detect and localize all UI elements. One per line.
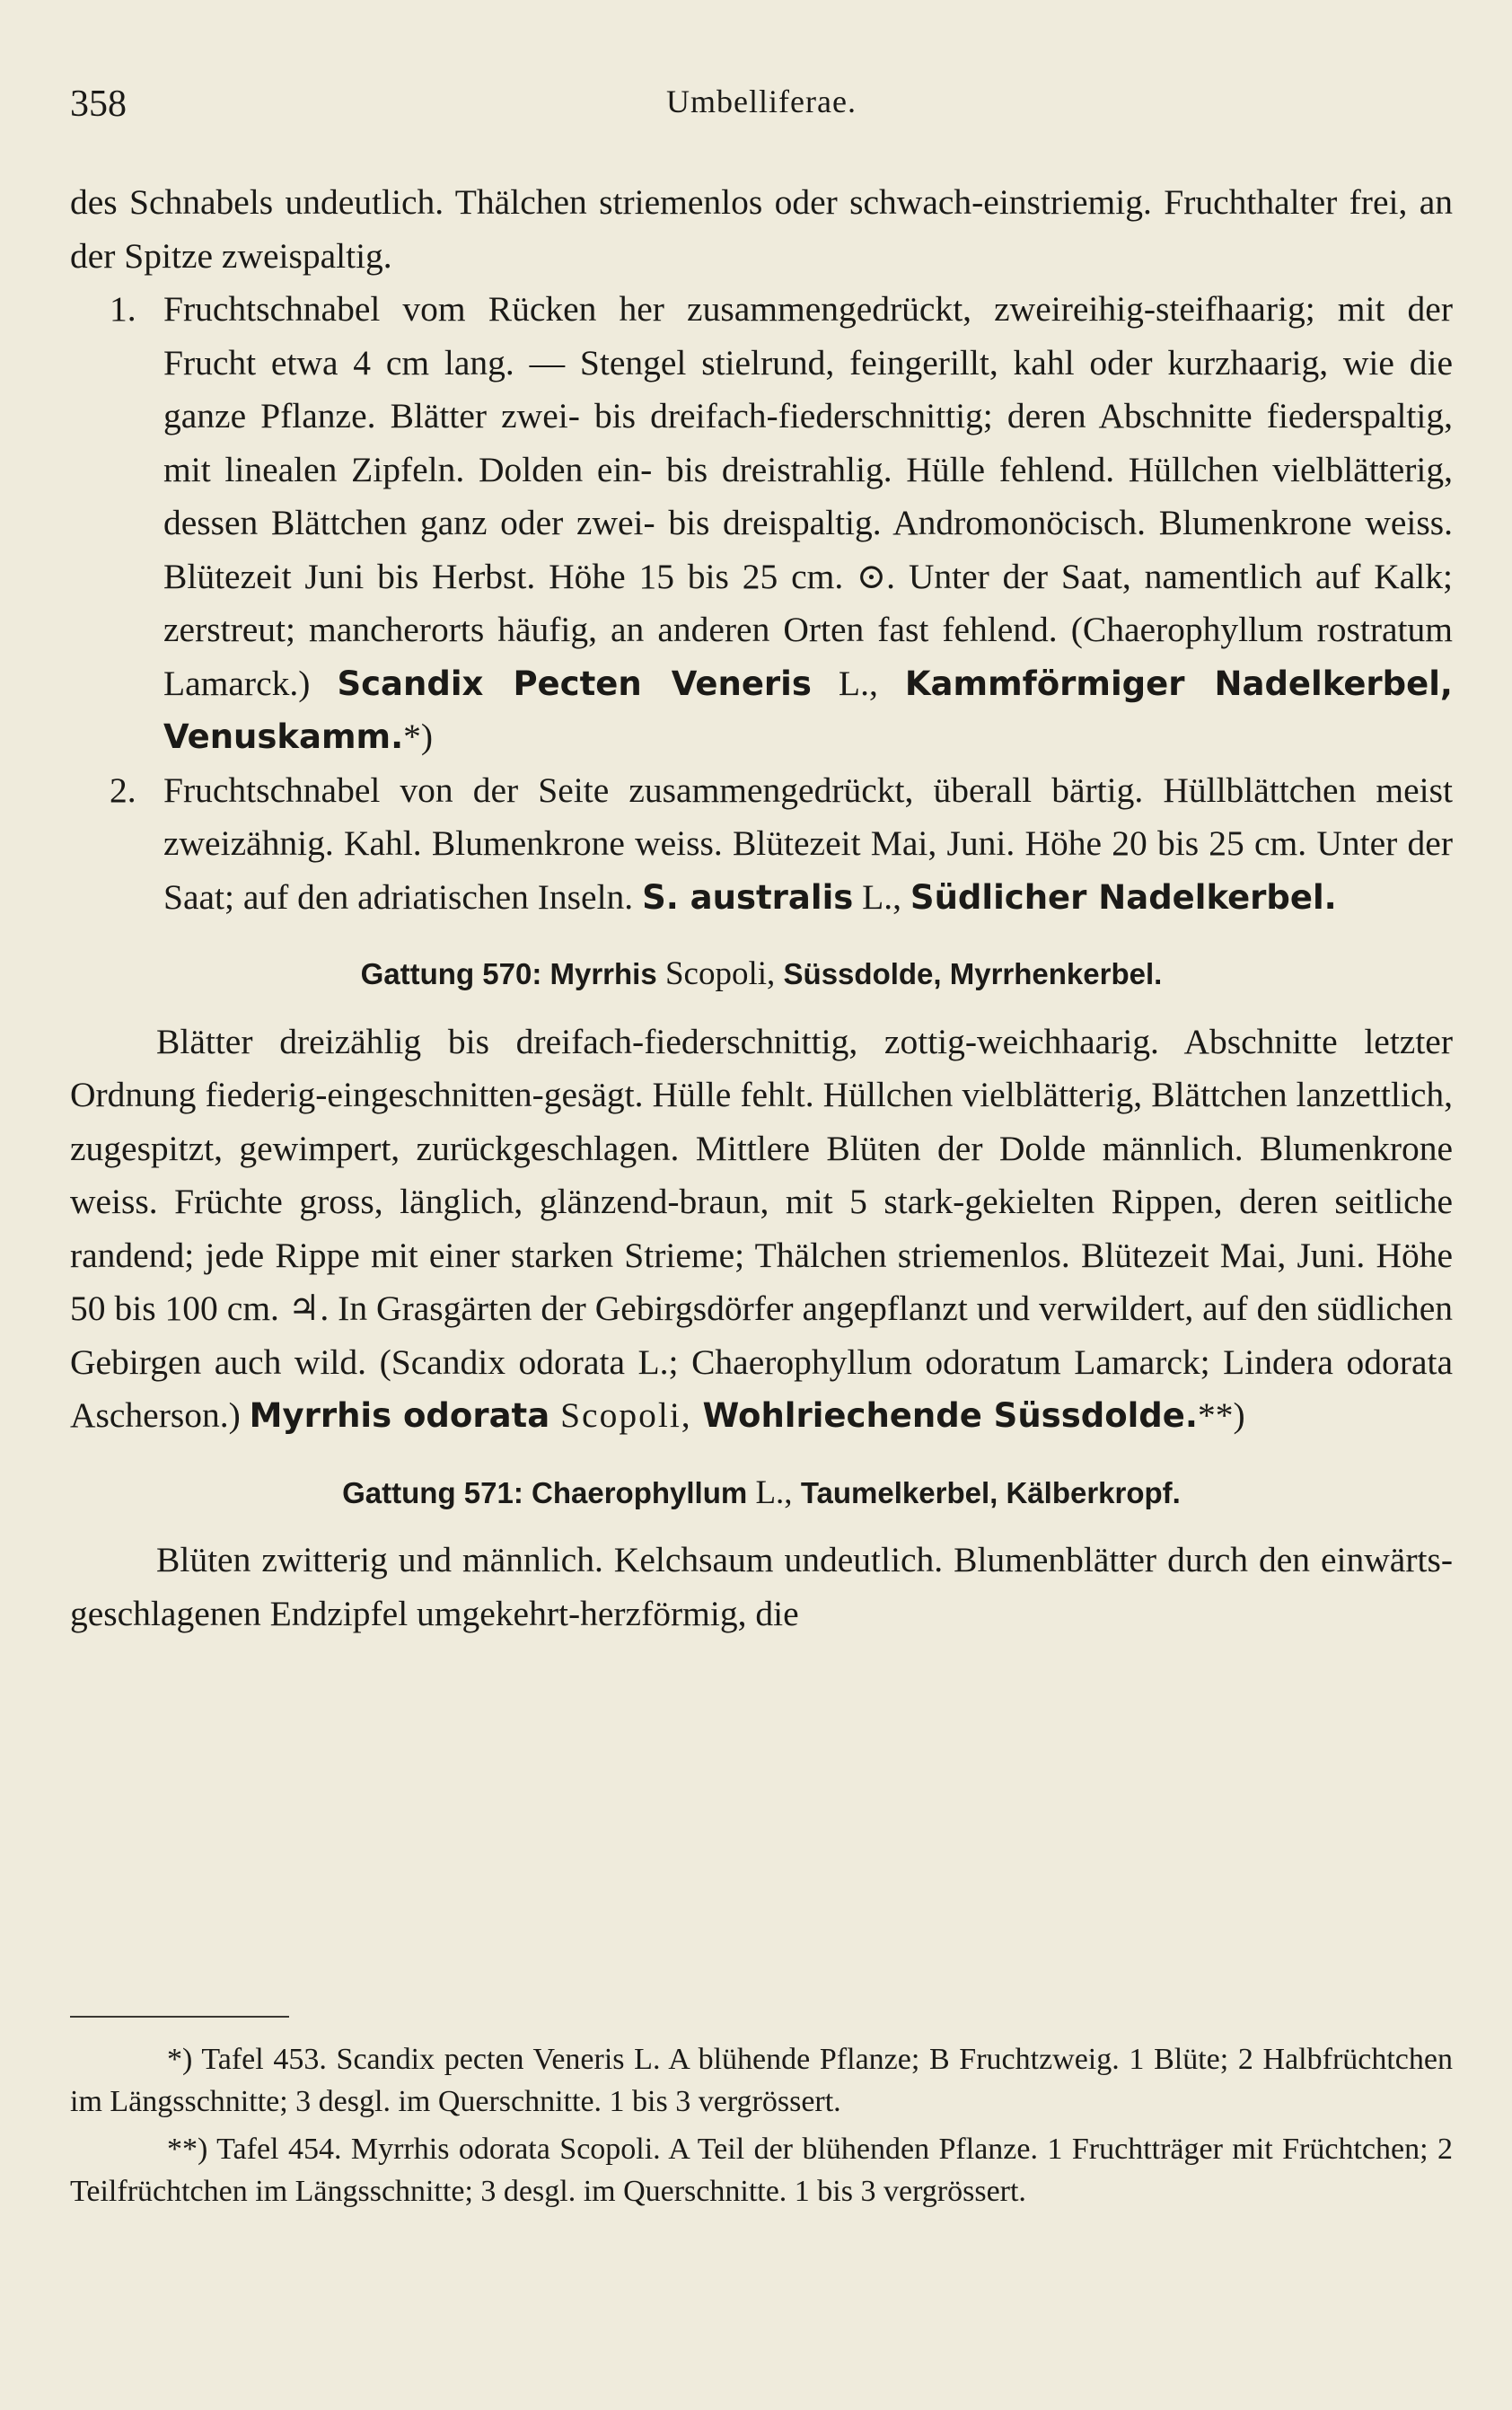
main-text <box>70 176 1453 1640</box>
genus-heading-570 <box>70 947 1453 1001</box>
key-item-1 <box>70 283 1453 764</box>
genus-common-name: Süssdolde, Myrrhenkerbel. <box>783 957 1163 990</box>
species-authority: L., <box>811 663 905 703</box>
genus-description-text: Blätter dreizählig bis dreifach-fiederschnittig, zottig-weichhaarig. Abschnitte letzter Ordnung fiederig-eingeschnitten-gesägt. Hülle fehlt. Hüllchen vielblätterig, Blättchen lanzettlich, zugespitzt, gewimpert, zurückgeschlagen. Mittlere Blüten der Dolde männlich. Blumenkrone weiss. Früchte gross, länglich, glänzend-braun, mit 5 stark-gekielten Rippen, deren seitliche randend; jede Rippe mit einer starken Strieme; Thälchen striemenlos. Blütezeit Mai, Juni. Höhe 50 bis 100 cm. ♃. In Grasgärten der Gebirgsdörfer angepflanzt und verwildert, auf den südlichen Gebirgen auch wild. (Scandix odorata L.; Chaerophyllum odoratum Lamarck; Lindera odorata Ascherson.) <box>70 1021 1453 1435</box>
genus-571-description: Blüten zwitterig und männlich. Kelchsaum undeutlich. Blumenblätter durch den einwärts-geschlagenen Endzipfel umgekehrt-herzförmig, die <box>70 1540 1453 1633</box>
species-common-name: Südlicher Nadelkerbel. <box>910 877 1337 917</box>
species-authority: Scopoli, <box>549 1395 703 1435</box>
genus-heading-571 <box>70 1466 1453 1520</box>
genus-author: L., <box>747 1473 801 1511</box>
key-item-number: 2. <box>110 770 136 810</box>
genus-common-name: Taumelkerbel, Kälberkropf. <box>800 1475 1181 1509</box>
footnote-2: **) Tafel 454. Myrrhis odorata Scopoli. A Teil der blühenden Pflanze. 1 Fruchtträger mit Früchtchen; 2 Teilfrüchtchen im Längsschnitte; 3 desgl. im Querschnitte. 1 bis 3 vergrössert. <box>70 2133 1453 2208</box>
genus-label: Gattung 571: Chaerophyllum <box>342 1475 748 1509</box>
key-item-2 <box>70 764 1453 925</box>
footnotes <box>70 2038 1453 2218</box>
key-item-text: Fruchtschnabel vom Rücken her zusammengedrückt, zweireihig-steifhaarig; mit der Frucht etwa 4 cm lang. — Stengel stielrund, feingerillt, kahl oder kurzhaarig, wie die ganze Pflanze. Blätter zwei- bis dreifach-fiederschnittig; deren Abschnitte fiederspaltig, mit linealen Zipfeln. Dolden ein- bis dreistrahlig. Hülle fehlend. Hüllchen vielblätterig, dessen Blättchen ganz oder zwei- bis dreispaltig. Andromonöcisch. Blumenkrone weiss. Blütezeit Juni bis Herbst. Höhe 15 bis 25 cm. ⊙. Unter der Saat, namentlich auf Kalk; zerstreut; mancherorts häufig, an anderen Orten fast fehlend. (Chaerophyllum rostratum Lamarck.) <box>163 289 1453 703</box>
running-title: Umbelliferae. <box>666 84 857 119</box>
key-item-text: Fruchtschnabel von der Seite zusammengedrückt, überall bärtig. Hüllblättchen meist zweizähnig. Kahl. Blumenkrone weiss. Blütezeit Mai, Juni. Höhe 20 bis 25 cm. Unter der Saat; auf den adriatischen Inseln. <box>163 770 1453 917</box>
intro-paragraph: des Schnabels undeutlich. Thälchen striemenlos oder schwach-einstriemig. Fruchthalter frei, an der Spitze zweispaltig. <box>70 182 1453 276</box>
genus-570-description <box>70 1016 1453 1443</box>
footnote-mark: *) <box>403 717 434 756</box>
species-name: Myrrhis odorata <box>249 1396 550 1435</box>
genus-label: Gattung 570: Myrrhis <box>360 957 657 990</box>
species-name: S. australis <box>642 877 854 917</box>
genus-author: Scopoli, <box>656 955 784 992</box>
species-authority: L., <box>853 876 910 917</box>
page-header <box>70 83 1453 136</box>
footnote-divider <box>70 2016 289 2018</box>
key-item-number: 1. <box>110 289 136 329</box>
species-common-name: Wohlriechende Süssdolde. <box>702 1396 1198 1435</box>
page-number: 358 <box>70 84 127 125</box>
species-name: Scandix Pecten Veneris <box>337 664 812 703</box>
footnote-mark: **) <box>1197 1395 1245 1435</box>
footnote-1: *) Tafel 453. Scandix pecten Veneris L. A blühende Pflanze; B Fruchtzweig. 1 Blüte; 2 Halbfrüchtchen im Längsschnitte; 3 desgl. im Querschnitte. 1 bis 3 vergrössert. <box>70 2043 1453 2118</box>
species-common-name: Kammförmiger Nadelkerbel, Venuskamm. <box>163 664 1453 756</box>
